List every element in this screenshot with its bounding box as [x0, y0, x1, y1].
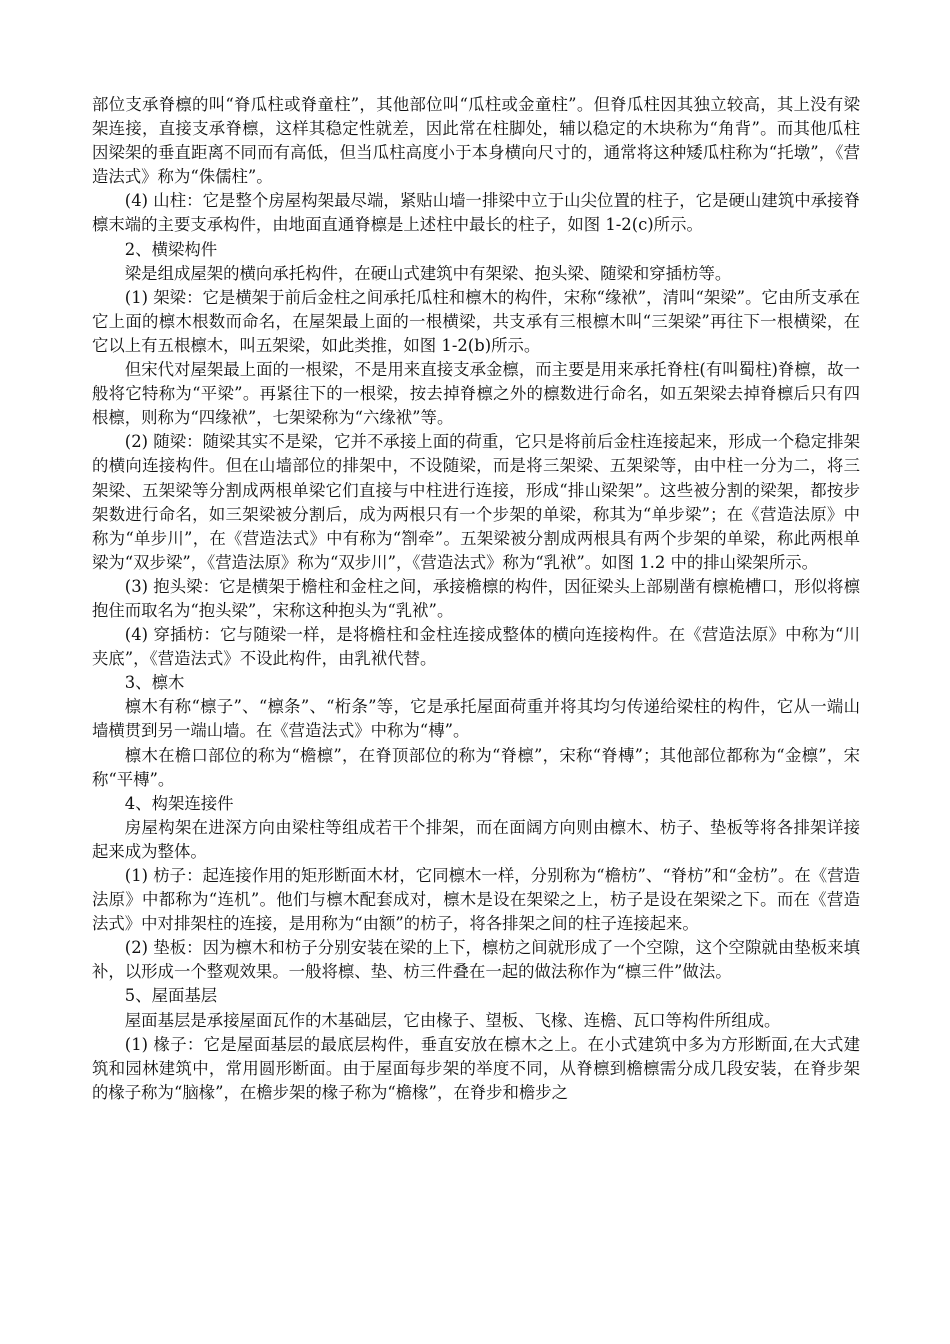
- paragraph-rafters: (1) 椽子：它是屋面基层的最底层构件，垂直安放在檩木之上。在小式建筑中多为方形断面,在大式建筑和园林建筑中，常用圆形断面。由于屋面每步架的举度不同，从脊檩到檐檩需分成几段安装，在脊步架的椽子称为“脑椽”，在檐步架的椽子称为“檐椽”，在脊步和檐步之: [92, 1034, 860, 1102]
- paragraph-frame-beam: (1) 架梁：它是横架于前后金柱之间承托瓜柱和檩木的构件，宋称“缘袱”，清叫“架梁”。它由所支承在它上面的檩木根数而命名，在屋架最上面的一根横梁，共支承有三根檩木叫“三架梁”再往下一根横梁，在它以上有五根檩木，叫五架梁，如此类推，如图 1-2(b)所示。: [92, 287, 860, 355]
- paragraph-purlin-names: 檩木在檐口部位的称为“檐檩”，在脊顶部位的称为“脊檩”，宋称“脊槫”；其他部位都称为“金檩”，宋称“平槫”。: [92, 745, 860, 789]
- section-heading-beams: 2、横梁构件: [124, 239, 218, 259]
- paragraph-tie-beams: (1) 枋子：起连接作用的矩形断面木材，它同檩木一样，分别称为“檐枋”、“脊枋”和“金枋”。在《营造法原》中都称为“连机”。他们与檩木配套成对，檩木是设在架梁之上，枋子是设在架梁之下。而在《营造法式》中对排架柱的连接，是用称为“由额”的枋子，将各排架之间的柱子连接起来。: [92, 866, 860, 934]
- paragraph-gable-column: (4) 山柱：它是整个房屋构架最尽端，紧贴山墙一排梁中立于山尖位置的柱子，它是硬山建筑中承接脊檩末端的主要支承构件，由地面直通脊檩是上述柱中最长的柱子，如图 1-2(c)所示。: [92, 191, 860, 235]
- section-heading-roof-base: 5、屋面基层: [124, 986, 218, 1006]
- document-page: [92, 93, 860, 1105]
- paragraph-roof-base-intro: 屋面基层是承接屋面瓦作的木基础层，它由椽子、望板、飞椽、连檐、瓦口等构件所组成。: [124, 1010, 781, 1030]
- section-heading-connectors: 4、构架连接件: [124, 793, 234, 813]
- section-heading-purlins: 3、檩木: [124, 673, 185, 693]
- paragraph-connectors-intro: 房屋构架在进深方向由梁柱等组成若干个排架，而在面阔方向则由檩木、枋子、垫板等将各排架详接起来成为整体。: [92, 817, 860, 861]
- paragraph-purlin-intro: 檩木有称“檩子”、“檩条”、“桁条”等，它是承托屋面荷重并将其均匀传递给梁柱的构件，它从一端山墙横贯到另一端山墙。在《营造法式》中称为“槫”。: [92, 697, 860, 741]
- paragraph-song-dynasty-beam: 但宋代对屋架最上面的一根梁，不是用来直接支承金檩，而主要是用来承托脊柱(有叫蜀柱)脊檩，故一般将它特称为“平梁”。再紧往下的一根梁，按去掉脊檩之外的檩数进行命名，如五架梁去掉脊檩后只有四根檩，则称为“四缘袱”，七架梁称为“六缘袱”等。: [92, 360, 860, 428]
- paragraph-beams-intro: 梁是组成屋架的横向承托构件，在硬山式建筑中有架梁、抱头梁、随梁和穿插枋等。: [124, 263, 732, 283]
- paragraph-filler-board: (2) 垫板：因为檩木和枋子分别安装在梁的上下，檩枋之间就形成了一个空隙，这个空隙就由垫板来填补，以形成一个整观效果。一般将檩、垫、枋三件叠在一起的做法称作为“檩三件”做法。: [92, 938, 860, 982]
- paragraph-holding-beam: (3) 抱头梁：它是横架于檐柱和金柱之间，承接檐檩的构件，因征梁头上部剔凿有檩桅槽口，形似将檩抱住而取名为“抱头梁”，宋称这种抱头为“乳袱”。: [92, 576, 860, 620]
- paragraph-struts: 部位支承脊檩的叫“脊瓜柱或脊童柱”，其他部位叫“瓜柱或金童柱”。但脊瓜柱因其独立较高，其上没有梁架连接，直接支承脊檩，这样其稳定性就差，因此常在柱脚处，辅以稳定的木块称为“角背”。而其他瓜柱因梁架的垂直距离不同而有高低，但当瓜柱高度小于本身横向尺寸的，通常将这种矮瓜柱称为“托墩”，《营造法式》称为“侏儒柱”。: [92, 95, 860, 187]
- paragraph-tie-beam: (2) 随梁：随梁其实不是梁，它并不承接上面的荷重，它只是将前后金柱连接起来，形成一个稳定排架的横向连接构件。但在山墙部位的排架中，不设随梁，而是将三架梁、五架梁等，由中柱一分为二，将三架梁、五架梁等分割成两根单梁它们直接与中柱进行连接，形成“排山梁架”。这些被分割的梁架，都按步架数进行命名，如三架梁被分割后，成为两根只有一个步架的单梁，称其为“单步梁”；在《营造法原》中称为“单步川”，在《营造法式》中有称为“劄牵”。五架梁被分割成两根具有两个步架的单梁，称此两根单梁为“双步梁”，《营造法原》称为“双步川”，《营造法式》称为“乳袱”。如图 1.2 中的排山梁架所示。: [92, 432, 860, 572]
- paragraph-crossing-tie: (4) 穿插枋：它与随梁一样，是将檐柱和金柱连接成整体的横向连接构件。在《营造法原》中称为“川夹底”，《营造法式》不设此构件，由乳袱代替。: [92, 625, 860, 669]
